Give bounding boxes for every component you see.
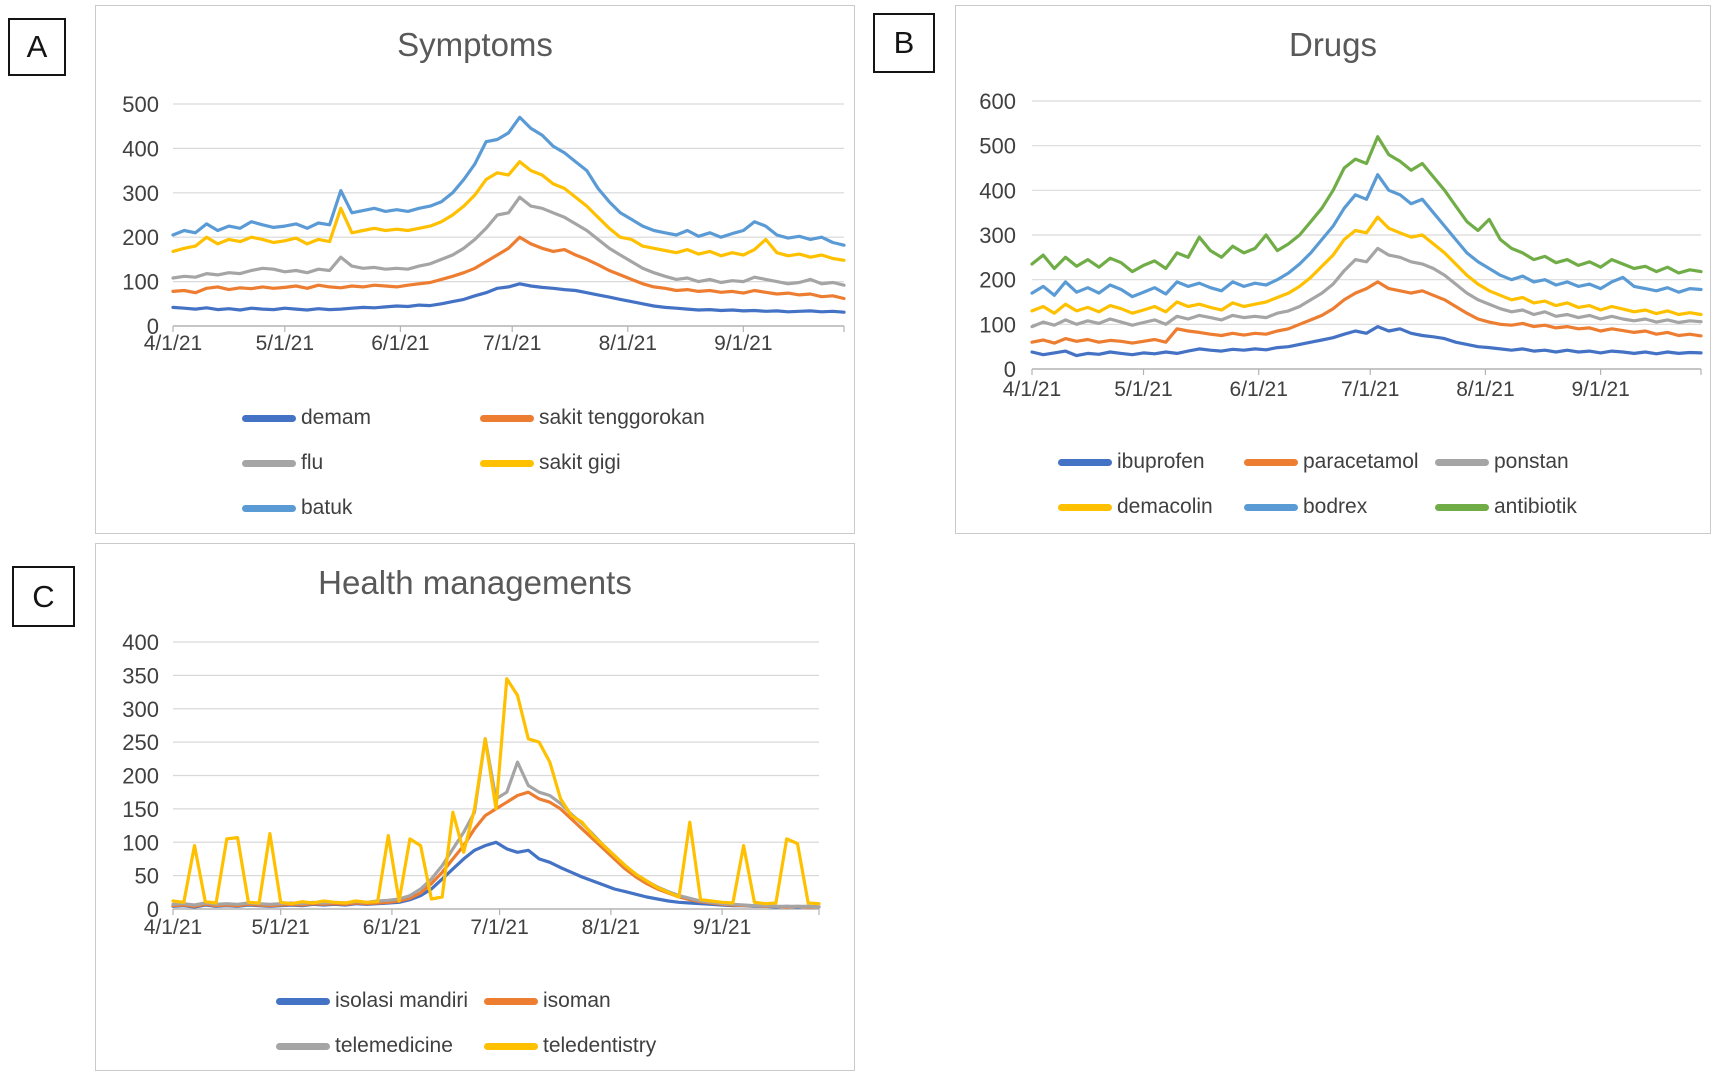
symptoms-legend <box>242 404 705 522</box>
svg-text:9/1/21: 9/1/21 <box>1571 378 1630 401</box>
symptoms-line-plot <box>104 84 852 379</box>
chart-panel-health-managements <box>95 543 855 1071</box>
svg-text:400: 400 <box>122 136 159 162</box>
svg-text:8/1/21: 8/1/21 <box>581 916 641 939</box>
legend-label-isolasi-mandiri: isolasi mandiri <box>335 989 469 1012</box>
legend-label-telemedicine: telemedicine <box>335 1034 453 1057</box>
svg-text:8/1/21: 8/1/21 <box>1456 378 1515 401</box>
sakit-gigi-swatch <box>480 460 534 467</box>
legend-label-paracetamol: paracetamol <box>1303 450 1419 473</box>
svg-text:200: 200 <box>122 225 159 251</box>
svg-text:0: 0 <box>1003 357 1016 382</box>
panel-label-a: A <box>8 18 66 76</box>
legend-item-demam <box>242 404 480 432</box>
drugs-legend <box>1058 448 1577 521</box>
legend-item-ponstan <box>1435 448 1577 476</box>
svg-text:400: 400 <box>979 178 1016 204</box>
legend-item-paracetamol <box>1244 448 1435 476</box>
ponstan-swatch <box>1435 459 1489 466</box>
legend-item-telemedicine <box>276 1032 484 1060</box>
flu-swatch <box>242 460 296 467</box>
legend-item-ibuprofen <box>1058 448 1244 476</box>
svg-text:7/1/21: 7/1/21 <box>483 332 542 355</box>
legend-label-ibuprofen: ibuprofen <box>1117 450 1205 473</box>
svg-text:6/1/21: 6/1/21 <box>1229 378 1288 401</box>
svg-text:300: 300 <box>979 223 1016 248</box>
svg-text:50: 50 <box>134 863 159 889</box>
legend-item-demacolin <box>1058 493 1244 521</box>
svg-text:500: 500 <box>122 92 159 117</box>
svg-text:300: 300 <box>122 180 159 206</box>
legend-label-antibiotik: antibiotik <box>1494 495 1577 518</box>
svg-text:7/1/21: 7/1/21 <box>470 916 529 939</box>
panel-label-b: B <box>873 13 935 73</box>
health-managements-line-plot <box>104 624 852 939</box>
health-managements-legend <box>276 987 656 1060</box>
legend-label-demacolin: demacolin <box>1117 495 1213 518</box>
svg-text:300: 300 <box>122 696 159 722</box>
chart-title-health-managements: Health managements <box>318 564 632 601</box>
svg-text:350: 350 <box>122 663 159 689</box>
svg-text:4/1/21: 4/1/21 <box>143 332 203 355</box>
legend-item-batuk <box>242 494 480 522</box>
svg-text:200: 200 <box>979 267 1016 293</box>
svg-text:5/1/21: 5/1/21 <box>255 332 315 355</box>
legend-label-batuk: batuk <box>301 496 353 519</box>
legend-item-isolasi-mandiri <box>276 987 484 1015</box>
svg-text:6/1/21: 6/1/21 <box>371 332 430 355</box>
svg-text:250: 250 <box>122 730 159 756</box>
antibiotik-swatch <box>1435 504 1489 511</box>
svg-text:600: 600 <box>979 89 1016 114</box>
svg-text:7/1/21: 7/1/21 <box>1341 378 1400 401</box>
legend-label-flu: flu <box>301 451 324 474</box>
svg-text:4/1/21: 4/1/21 <box>143 916 203 939</box>
panel-label-c: C <box>12 566 75 627</box>
legend-label-sakit-gigi: sakit gigi <box>539 451 621 474</box>
svg-text:200: 200 <box>122 763 159 789</box>
svg-text:500: 500 <box>979 133 1016 159</box>
legend-label-ponstan: ponstan <box>1494 450 1569 473</box>
svg-text:4/1/21: 4/1/21 <box>1002 378 1062 401</box>
legend-item-sakit-gigi <box>480 449 705 477</box>
svg-text:100: 100 <box>122 830 159 856</box>
chart-panel-drugs <box>955 5 1711 534</box>
legend-item-bodrex <box>1244 493 1435 521</box>
legend-item-antibiotik <box>1435 493 1577 521</box>
legend-label-sakit-tenggorokan: sakit tenggorokan <box>539 406 705 429</box>
legend-item-isoman <box>484 987 656 1015</box>
batuk-swatch <box>242 505 296 512</box>
svg-text:150: 150 <box>122 796 159 822</box>
ibuprofen-swatch <box>1058 459 1112 466</box>
svg-text:5/1/21: 5/1/21 <box>1114 378 1173 401</box>
teledentistry-swatch <box>484 1043 538 1050</box>
svg-text:9/1/21: 9/1/21 <box>714 332 773 355</box>
legend-item-flu <box>242 449 480 477</box>
svg-text:100: 100 <box>122 269 159 295</box>
svg-text:0: 0 <box>146 314 159 339</box>
svg-text:100: 100 <box>979 312 1016 338</box>
sakit-tenggorokan-swatch <box>480 415 534 422</box>
paracetamol-swatch <box>1244 459 1298 466</box>
demam-swatch <box>242 415 296 422</box>
svg-text:8/1/21: 8/1/21 <box>598 332 657 355</box>
legend-label-isoman: isoman <box>543 989 611 1012</box>
chart-title-drugs: Drugs <box>1288 26 1378 63</box>
isoman-swatch <box>484 998 538 1005</box>
svg-text:9/1/21: 9/1/21 <box>692 916 752 939</box>
svg-text:5/1/21: 5/1/21 <box>251 916 310 939</box>
svg-text:0: 0 <box>146 897 159 922</box>
drugs-line-plot <box>964 86 1708 406</box>
legend-label-bodrex: bodrex <box>1303 495 1368 518</box>
demacolin-swatch <box>1058 504 1112 511</box>
legend-item-teledentistry <box>484 1032 656 1060</box>
isolasi-mandiri-swatch <box>276 998 330 1005</box>
chart-title-symptoms: Symptoms <box>397 26 553 63</box>
svg-text:6/1/21: 6/1/21 <box>362 916 422 939</box>
telemedicine-swatch <box>276 1043 330 1050</box>
legend-item-sakit-tenggorokan <box>480 404 705 432</box>
bodrex-swatch <box>1244 504 1298 511</box>
chart-panel-symptoms <box>95 5 855 534</box>
legend-label-teledentistry: teledentistry <box>543 1034 657 1057</box>
legend-label-demam: demam <box>301 406 372 429</box>
svg-text:400: 400 <box>122 630 159 655</box>
